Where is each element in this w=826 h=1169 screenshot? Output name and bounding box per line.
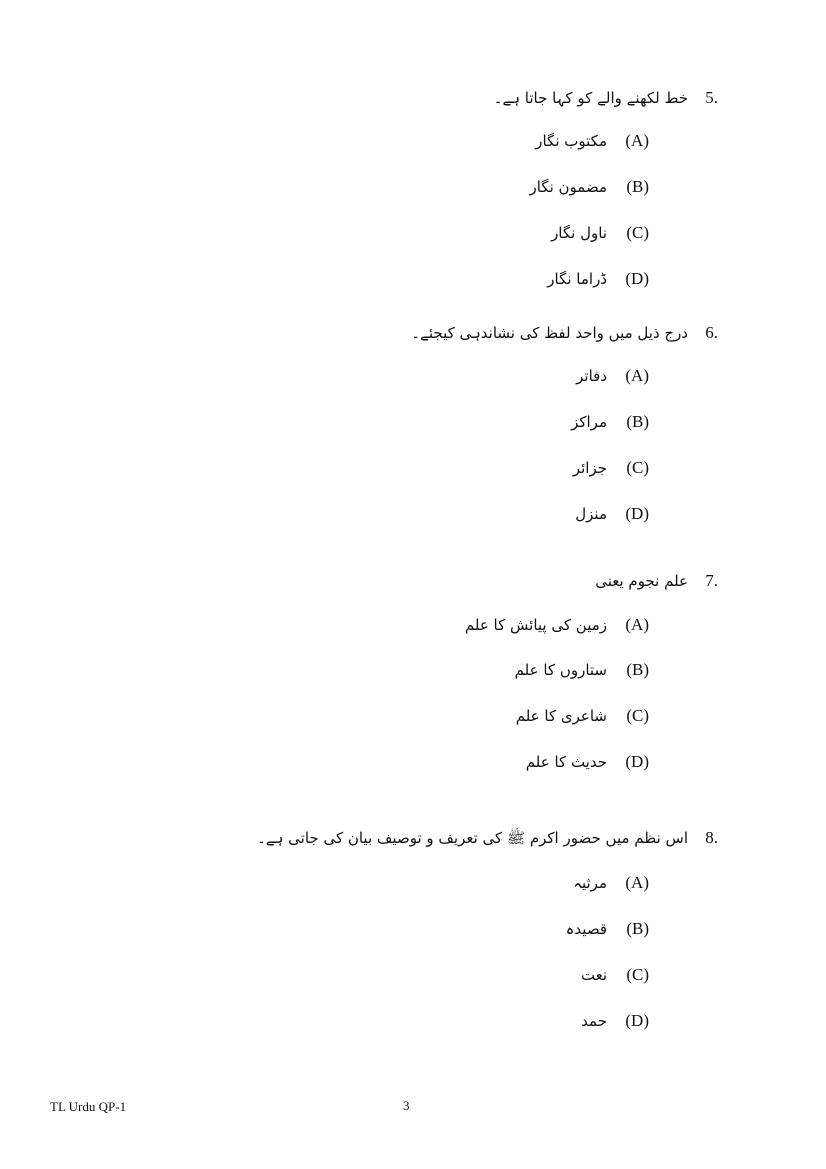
option-d: [547, 269, 649, 289]
question-number: 7.: [705, 571, 718, 590]
option-letter: (C): [626, 706, 649, 725]
option-text: شاعری کا علم: [515, 707, 607, 725]
question-text: علم نجوم یعنی: [595, 572, 688, 590]
option-a: [576, 366, 649, 386]
option-text: دفاتر: [576, 367, 607, 385]
option-text: مضمون نگار: [529, 178, 607, 196]
option-text: نعت: [580, 966, 607, 984]
option-letter: (C): [626, 223, 649, 242]
option-letter: (D): [625, 1011, 649, 1030]
option-letter: (A): [625, 366, 649, 385]
question-number: 5.: [705, 88, 718, 107]
question-number: 8.: [705, 828, 718, 847]
question-text: درج ذیل میں واحد لفظ کی نشاندہی کیجئے۔: [411, 324, 688, 342]
question-text: اس نظم میں حضور اکرم ﷺ کی تعریف و توصیف بیان کی جاتی ہے۔: [257, 829, 688, 847]
question-6: [411, 323, 718, 343]
option-letter: (B): [626, 412, 649, 431]
option-letter: (A): [625, 131, 649, 150]
option-letter: (C): [626, 965, 649, 984]
option-text: مراکز: [571, 413, 607, 431]
option-letter: (D): [625, 752, 649, 771]
option-b: [529, 177, 649, 197]
option-text: مکتوب نگار: [535, 132, 607, 150]
option-text: ستاروں کا علم: [514, 661, 607, 679]
option-d: [581, 1011, 649, 1031]
option-text: ناول نگار: [551, 224, 607, 242]
option-b: [515, 660, 649, 680]
option-text: زمین کی پیائش کا علم: [464, 616, 607, 634]
option-text: حمد: [581, 1012, 607, 1030]
question-7: [595, 571, 718, 591]
question-number: 6.: [705, 323, 718, 342]
option-letter: (C): [626, 458, 649, 477]
option-d: [575, 504, 649, 524]
option-c: [516, 706, 649, 726]
option-letter: (D): [625, 269, 649, 288]
question-5: [494, 88, 718, 108]
option-letter: (B): [626, 660, 649, 679]
option-d: [526, 752, 649, 772]
option-letter: (B): [626, 177, 649, 196]
option-letter: (B): [626, 919, 649, 938]
option-text: قصیدہ: [565, 920, 607, 938]
option-text: ڈراما نگار: [547, 270, 607, 288]
option-b: [566, 919, 649, 939]
option-text: حدیث کا علم: [525, 753, 607, 771]
option-text: جزائر: [572, 459, 607, 477]
option-c: [581, 965, 649, 985]
question-8: [257, 828, 718, 851]
option-a: [465, 615, 649, 635]
option-letter: (D): [625, 504, 649, 523]
question-text: خط لکھنے والے کو کہا جاتا ہے۔: [493, 89, 688, 107]
option-text: مرثیہ: [573, 874, 607, 892]
option-a: [573, 873, 649, 893]
option-text: منزل: [575, 505, 607, 523]
option-letter: (A): [625, 873, 649, 892]
paper-code: TL Urdu QP-1: [50, 1099, 127, 1114]
option-c: [573, 458, 649, 478]
option-a: [535, 131, 649, 151]
option-letter: (A): [625, 615, 649, 634]
option-c: [551, 223, 649, 243]
page-number: 3: [403, 1098, 410, 1113]
option-b: [571, 412, 649, 432]
